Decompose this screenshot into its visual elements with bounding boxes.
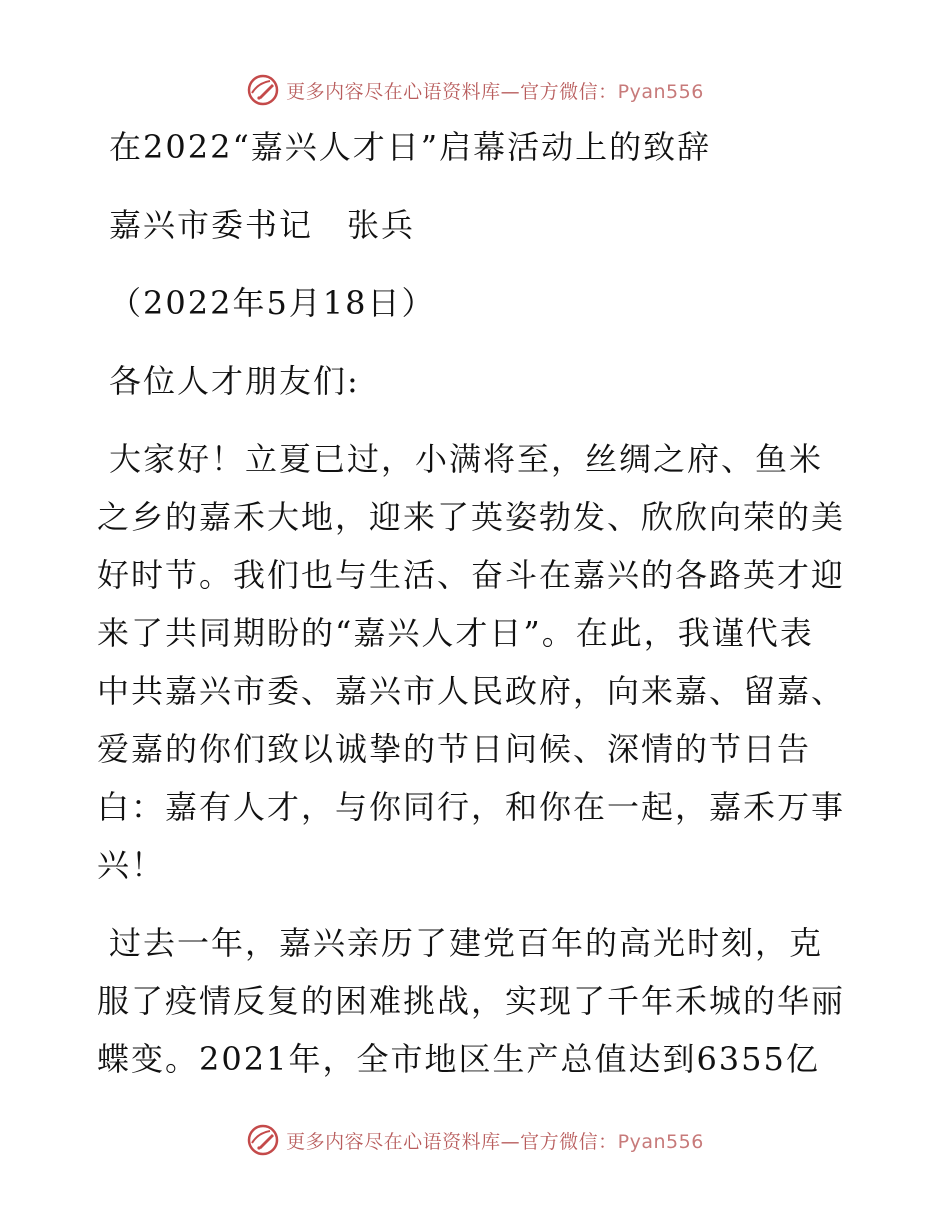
footer-watermark-banner xyxy=(0,1122,950,1158)
paragraph-2-line: 蝶变。2021年，全市地区生产总值达到6355亿 xyxy=(97,1040,820,1078)
paragraph-1-line: 大家好！立夏已过，小满将至，丝绸之府、鱼米 xyxy=(109,440,824,478)
watermark-text: 更多内容尽在心语资料库—官方微信：Pyan556 xyxy=(286,1130,704,1153)
header-watermark-banner xyxy=(0,72,950,108)
paragraph-1-line: 兴！ xyxy=(97,846,166,884)
paragraph-2-line: 过去一年，嘉兴亲历了建党百年的高光时刻，克 xyxy=(109,924,824,962)
paragraph-1-line: 白：嘉有人才，与你同行，和你在一起，嘉禾万事 xyxy=(97,788,846,826)
watermark-text: 更多内容尽在心语资料库—官方微信：Pyan556 xyxy=(286,80,704,103)
paragraph-1 xyxy=(97,430,857,894)
document-title: 在2022“嘉兴人才日”启幕活动上的致辞 xyxy=(109,128,712,166)
wechat-id: Pyan556 xyxy=(617,80,704,103)
salutation: 各位人才朋友们: xyxy=(109,362,360,400)
document-body xyxy=(97,118,857,1088)
paragraph-1-line: 中共嘉兴市委、嘉兴市人民政府，向来嘉、留嘉、 xyxy=(97,672,846,710)
pen-logo-icon xyxy=(246,73,280,107)
paragraph-1-line: 来了共同期盼的“嘉兴人才日”。在此，我谨代表 xyxy=(97,614,814,652)
date-line: （2022年5月18日） xyxy=(109,284,436,322)
paragraph-1-line: 爱嘉的你们致以诚挚的节日问候、深情的节日告 xyxy=(97,730,812,768)
author-line: 嘉兴市委书记 张兵 xyxy=(109,206,416,244)
paragraph-1-line: 之乡的嘉禾大地，迎来了英姿勃发、欣欣向荣的美 xyxy=(97,498,846,536)
paragraph-2-line: 服了疫情反复的困难挑战，实现了千年禾城的华丽 xyxy=(97,982,846,1020)
paragraph-1-line: 好时节。我们也与生活、奋斗在嘉兴的各路英才迎 xyxy=(97,556,846,594)
pen-logo-icon xyxy=(246,1123,280,1157)
paragraph-2 xyxy=(97,914,857,1088)
wechat-id: Pyan556 xyxy=(617,1130,704,1153)
